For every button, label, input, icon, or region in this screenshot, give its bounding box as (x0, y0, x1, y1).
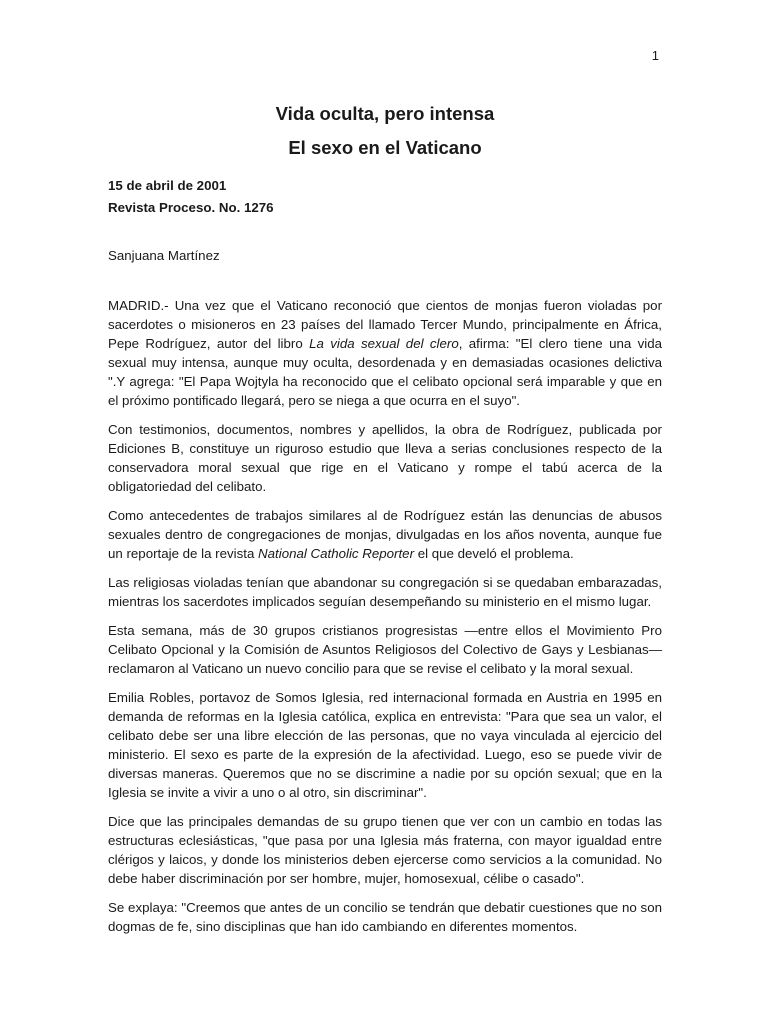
author-name: Sanjuana Martínez (108, 248, 220, 263)
paragraph-3-text-a: Como antecedentes de trabajos similares al de Rodríguez están las denuncias de abusos sexuales dentro de congregaciones de monjas, divulgadas en los años noventa, aunque fue un reportaje de la revista (108, 508, 662, 561)
publication-source: Revista Proceso. No. 1276 (108, 200, 274, 215)
paragraph-2: Con testimonios, documentos, nombres y apellidos, la obra de Rodríguez, publicada por Ediciones B, constituye un riguroso estudio que lleva a serias conclusiones respecto de la conservadora moral sexual que rige en el Vaticano y rompe el tabú acerca de la obligatoriedad del celibato. (108, 422, 662, 494)
paragraph-8: Se explaya: "Creemos que antes de un concilio se tendrán que debatir cuestiones que no son dogmas de fe, sino disciplinas que han ido cambiando en diferentes momentos. (108, 900, 662, 934)
paragraph-7: Dice que las principales demandas de su grupo tienen que ver con un cambio en todas las estructuras eclesiásticas, "que pasa por una Iglesia más fraterna, con mayor igualdad entre clérigos y laicos, y donde los ministerios deben ejercerse como servicios a la comunidad. No debe haber discriminación por ser hombre, mujer, homosexual, célibe o casado". (108, 814, 662, 886)
article-body (108, 296, 662, 936)
magazine-title: National Catholic Reporter (258, 546, 414, 561)
paragraph-3-text-b: el que develó el problema. (414, 546, 574, 561)
paragraph-1 (108, 296, 662, 410)
page-number: 1 (651, 48, 659, 63)
paragraph-6: Emilia Robles, portavoz de Somos Iglesia, red internacional formada en Austria en 1995 en demanda de reformas en la Iglesia católica, explica en entrevista: "Para que sea un valor, el celibato debe ser una libre elección de las personas, que no vaya vinculada al ejercicio del ministerio. El sexo es parte de la expresión de la afectividad. Luego, eso se puede vivir de diversas maneras. Queremos que no se discrimine a nadie por su opción sexual; que en la Iglesia se invite a vivir a uno o al otro, sin discriminar". (108, 690, 662, 800)
book-title: La vida sexual del clero (309, 336, 459, 351)
paragraph-1-text-a: MADRID.- Una vez que el Vaticano reconoció que cientos de monjas fueron violadas por sacerdotes o misioneros en 23 países del llamado Tercer Mundo, principalmente en África, Pepe Rodríguez, autor del libro (108, 298, 662, 351)
document-subtitle: El sexo en el Vaticano (288, 137, 482, 158)
paragraph-3 (108, 506, 662, 563)
publication-date: 15 de abril de 2001 (108, 178, 227, 193)
paragraph-5: Esta semana, más de 30 grupos cristianos progresistas —entre ellos el Movimiento Pro Celibato Opcional y la Comisión de Asuntos Religiosos del Colectivo de Gays y Lesbianas— reclamaron al Vaticano un nuevo concilio para que se revise el celibato y la moral sexual. (108, 623, 662, 676)
paragraph-4: Las religiosas violadas tenían que abandonar su congregación si se quedaban embarazadas, mientras los sacerdotes implicados seguían desempeñando su ministerio en el mismo lugar. (108, 575, 662, 609)
document-title: Vida oculta, pero intensa (275, 103, 495, 124)
paragraph-1-text-b: , afirma: "El clero tiene una vida sexual muy intensa, aunque muy oculta, desordenada y en demasiadas ocasiones delictiva ".Y agrega: "El Papa Wojtyla ha reconocido que el celibato opcional será imparable y que en el próximo pontificado llegará, pero se niega a que ocurra en el suyo". (108, 336, 663, 408)
